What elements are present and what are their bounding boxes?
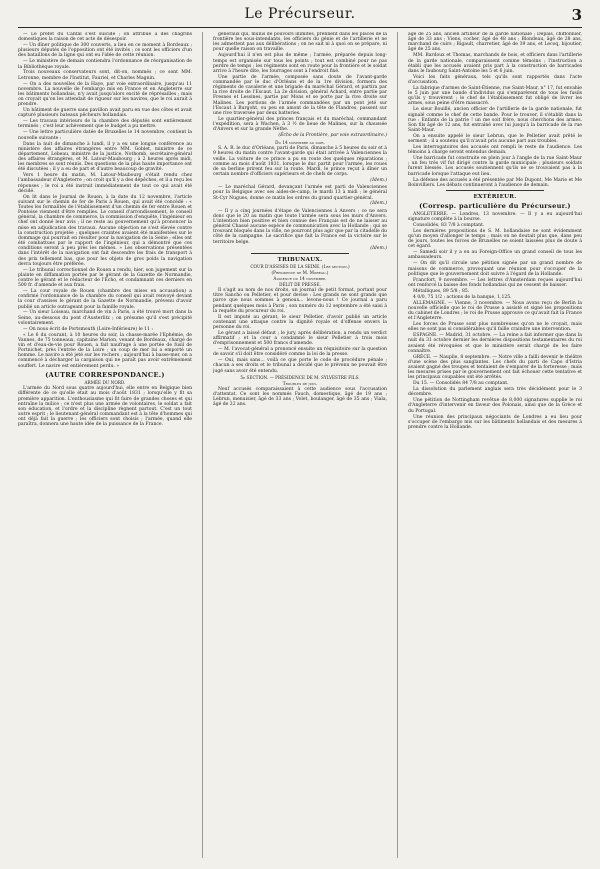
article-paragraph: L'armée du Nord sous quatre aujourd'hui, elle entre en Belgique bien différente de ce qu'elle était au mois d'août 1831 ; lorsqu'elle y fit sa première apparition. L'enthousiasme qui fit faire de grandes choses et qui entraîne la milice ; ce n'est plus une armée de volontaires, le soldat a fait son éducation, et l'ordre et la discipline règnent partout. C'est un tout autre esprit ; le lieutenant-général commandant est à la tête d'hommes qui ont déjà fait la guerre ; les officiers sont choisis ; l'armée, quand elle paraîtra, donnera une haute idée de la puissance de la France.: [18, 386, 192, 428]
article-paragraph: — Il y a cinq journées d'étape de Valenciennes à Anvers ; ce ne sera donc que le 20 au matin que toute l'armée sera sous les murs d'Anvers. L'intention bien positive et bien connue des Français est de ne laisser au général Chassé aucune espèce de communication avec la Hollande ; qui se trouvant bloqués dans la ville, ne pourront plus agir que par la citadelle du côté de la campagne. Le sacrifice que fait la France est la victoire sur le territoire belge.: [213, 208, 387, 245]
article-paragraph: Le gérant a laissé défaut ; le jury, après délibération, a rendu un verdict affirmatif ; et la cour a condamné le sieur Pelletier à trois mois d'emprisonnement et 500 francs d'amende.: [213, 330, 387, 347]
article-paragraph: Une réunion des principaux négociants de Londres a eu lieu pour s'occuper de l'embargo mis sur les bâtiments hollandais et des mesures à prendre contre la Hollande.: [408, 414, 582, 430]
column-2: [213, 32, 387, 858]
source-attribution: (Idem.): [370, 201, 387, 207]
article-paragraph: Les forces de Prusse sont plus nombreuses qu'on ne le croyait, mais elles ne sont pas si considérables qu'il faille craindre une intervention.: [408, 322, 582, 333]
article-paragraph: Les dernières propositions de S. M. hollandaise ne sont évidemment qu'un moyen d'allonger le temps ; mais on ne doutait plus que, dans peu de jours, toutes les forces de Bruxelles ne soient laissées plus de doute à cet égard.: [408, 228, 582, 250]
header-rule: [18, 27, 582, 28]
section-subheading: DÉLIT DE PRESSE.: [279, 282, 321, 288]
article-paragraph: Une pétition de Nottingham revêtue de 8,000 signatures supplie le roi d'Angleterre d'intervenir en faveur des Polonais, ainsi que de la Grèce et du Portugal.: [408, 398, 582, 414]
article-paragraph: ANGLETERRE. — Londres, 13 novembre. — Il y a eu aujourd'hui signature complète à la bourse.: [408, 211, 582, 222]
article-paragraph: — Oui, mais sans... voilà ce que porte le code de procédure pénale ; chacun a ses droits et le tribunal a décidé que le prévenu ne pouvait être jugé sans avoir été entendu.: [213, 358, 387, 374]
article-paragraph: âgé de 25 ans, ancien artilleur de la garde nationale ; Depais, chiffonnier, âgé de 33 ans ; Viens, cocher, âgé de 48 ans ; Blondeau, âgé de 28 ans, marchand de cuirs ; Bigault, charretier, âgé de 39 ans, et Lecoq, bijoutier, âgé de 25 ans.: [408, 32, 582, 53]
article-paragraph: — M. l'avocat-général a prononcé ensuite un réquisitoire sur la question de savoir s'il doit être considéré comme la loi de la presse.: [213, 347, 387, 358]
column-1: [18, 32, 192, 858]
section-subheading: COUR D'ASSISES DE LA SEINE. (1re section.): [250, 264, 350, 270]
article-paragraph: Il s'agit au nom de nos droits, un journal de petit format, portant pour titre Sancho ou Pelletier, et pour devise : Les grands ne sont grands que parce que nous sommes à genoux... levons-nous ! Ce journal a paru pendant quelques mois à Paris ; son numéro du 12 septembre a été saisi à la requête du procureur du roi.: [213, 288, 387, 314]
article-paragraph: — La cour royale de Rouen (chambre des mises en accusation) a confirmé l'ordonnance de la chambre du conseil qui avait renvoyé devant la cour d'assises le gérant de la Gazette de Normandie, prévenu d'avoir publié un article outrageant pour la famille royale.: [18, 289, 192, 310]
column-3: [408, 32, 582, 858]
section-heading: (Corresp. particulière du Précurseur.): [419, 202, 571, 211]
article-paragraph: Aujourd'hui il n'en est plus de même ; l'armée, préparée depuis long-temps est organisée sur tous les points ; tout est combiné pour ne pas perdre de temps ; les régiments sont en route pour la frontière et le soldat arrive à l'heure dite, les fourrages sont à l'endroit fixé.: [213, 53, 387, 74]
article-paragraph: généraux qui, munis de pouvoirs illimités, prennent dans les places de la frontière les sous-intendants, les officiers du génie et de l'artillerie et ne les admettent pas aux délibérations ; on ne sait ni à quoi on se prépare, ni pour quelle raison on travaille.: [213, 32, 387, 53]
article-paragraph: Vers 1 heure du matin, M. Latour-Maubourg s'était rendu chez l'ambassadeur d'Angleterre ; on croit qu'il y a des dépêches, et il a reçu les réponses ; le roi a été instruit immédiatement de tout ce qui avait été décidé.: [18, 173, 192, 194]
article-paragraph: 4 0/0, 75 1/2 ; actions de la banque, 1,125.: [413, 294, 512, 300]
article-paragraph: Métalliques, 89 5/8 ; 85.: [413, 288, 470, 294]
article-paragraph: — Le préfet du Cantal s'est suicidé ; on attribue à des chagrins domestiques la raison de cet acte de désespoir.: [18, 32, 192, 43]
article-paragraph: Le quartier-général des princes français et du maréchal, commandant l'expédition, sera à Wachen, à 3 ½ de lieue de Malines, sur la chaussée d'Anvers et sur la grande Nèthe.: [213, 116, 387, 133]
article-paragraph: — Le ministère de demain contiendra l'ordonnance de réorganisation de la Bibliothèque royale.: [18, 59, 192, 70]
article-paragraph: — Un dîner politique de 300 couverts, a lieu en ce moment à Bordeaux ; plusieurs députés de l'opposition ont été invités ; ce sont les officiers d'un des bataillons de la ligne qui ont eu l'idée de cette réunion.: [18, 43, 192, 59]
section-subheading: 5e SECTION. — PRÉSIDENCE DE M. SYLVESTRE FILS.: [240, 374, 360, 380]
article-paragraph: — Le maréchal Gérard, devançant l'armée est parti de Valenciennes pour la Belgique avec ses aides-de-camp, le mardi 13 à midi ; le général St-Cyr Nugues, donne ce matin les ordres du grand quartier-général.: [213, 185, 387, 201]
article-paragraph: — On nous écrit de Portsmouth (Loire-Inférieure) le 11 :: [23, 326, 153, 332]
article-paragraph: — On dit qu'il circule une pétition signée par un grand nombre de maisons de commerce, provoquant une réunion pour s'occuper de la politique que le gouvernement doit suivre à l'égard de la Hollande.: [408, 261, 582, 277]
article-paragraph: ESPAGNE. — Madrid, 31 octobre. — La reine a fait informer que dans la nuit du 31 octobre dernier les dernières dispositions testamentaires du roi avaient été révoquées et que le ministère serait chargé de les faire connaître.: [408, 333, 582, 354]
section-rule: [446, 190, 544, 191]
section-subheading: Audience du 14 novembre.: [273, 276, 327, 282]
article-paragraph: Un bâtiment de guerre sans pavillon avait paru en vue des côtes et avait capturé plusieurs bateaux pêcheurs hollandais.: [18, 108, 192, 119]
column-separator: [202, 32, 203, 858]
source-attribution: (Idem.): [370, 245, 387, 251]
article-paragraph: — Le tribunal correctionnel de Rouen a rendu, hier, son jugement sur la plainte en diffamation portée par le gérant de la Gazette de Normandie, contre le gérant et le rédacteur de l'Écho, et condamnant ces derniers en 500 fr. d'amende et aux frais.: [18, 267, 192, 289]
dateline: Du 14 novembre au soir.: [275, 140, 325, 146]
article-paragraph: Trois nouveaux conservateurs sont, dit-on, nommés ; ce sont MM. Letronne, membre de l'Institut, Fauriel, et Charles Magnin.: [18, 70, 192, 81]
article-paragraph: Neuf accusés comparaissaient à cette audience sous l'accusation d'attentat. Ce sont les nommés Fauch, domestique, âgé de 19 ans ; Lebrun, menuisier, âgé de 33 ans ; Volet, boulanger, âgé de 35 ans ; Viala, âgé de 22 ans.: [213, 386, 387, 408]
article-paragraph: La dissolution du parlement anglais sera très décidément pour le 3 décembre.: [408, 387, 582, 398]
article-paragraph: — Les travaux intérieurs de la chambre des députés sont entièrement terminés ; c'est leur achèvement que le budget a pu mettre.: [18, 119, 192, 130]
article-paragraph: Le sieur Bouillé, ancien officier de l'artillerie de la garde nationale, fut signalé comme le chef de cette bande. Pour le trouver, il s'établit dans la rue : Enfants de la patrie ! un me soit frère, nous cherchons des armes. Son fils âgé de 12 ans, fut entraîné avec lui jusqu'à la barricade de la rue Saint-Maur.: [408, 107, 582, 133]
article-paragraph: — Un sieur Loiseau, marchand de vin à Paris, a été trouvé mort dans la Seine, au-dessous du pont d'Austerlitz ; on présume qu'il s'est précipité volontairement.: [18, 310, 192, 326]
section-heading: TRIBUNAUX.: [277, 256, 323, 263]
section-heading: EXTÉRIEUR.: [473, 193, 517, 200]
newspaper-title: Le Précurseur.: [244, 6, 356, 22]
article-paragraph: Dans la nuit de dimanche à lundi, il y a eu une longue conférence au ministère des affaires étrangères entre MM. Goblet, ministre de ce département, Lebeau, ministre de la justice, Nothomb, secrétaire-général des affaires étrangères, et M. Latour-Maubourg ; à 2 heures après midi, les membres se sont réunis. Des questions de la plus haute importance ont été discutées ; il y a eu de part et d'autre beaucoup de gravité.: [18, 141, 192, 173]
article-paragraph: Une barricade fut construite en plein jour à l'angle de la rue Saint-Maur ; un feu très vif fut dirigé contre la garde municipale ; plusieurs soldats furent blessés. Les accusés soutiennent qu'ils ne se trouvaient pas à la barricade lorsque l'attaque eut lieu.: [408, 156, 582, 177]
article-paragraph: — Une lettre particulière datée de Bruxelles le 14 novembre, contient la nouvelle suivante :: [18, 130, 192, 141]
article-paragraph: Du 15. — Consolidés 84 7/8 au comptant.: [413, 381, 509, 387]
article-paragraph: Une partie de l'armée, composée sans doute de l'avant-garde commandée par le duc d'Orléans et de la 1re division, formera des régiments de cavalerie et une brigade du maréchal Gérard, et partira par la rive droite de l'Escaut. La 2e division, général Achard, entre partie par Fresnes et Lessines, partie par Mons et se porte par la rive droite sur Malines. Les portions de l'armée commandées par un pont jeté sur l'Escaut à Burgoht, ou peu en amont de la tête de Flandres, passent sur une rive traversée par deux batteries.: [213, 74, 387, 116]
page-number: 3: [571, 6, 582, 24]
section-heading: (AUTRE CORRESPONDANCE.): [45, 370, 165, 379]
section-subheading: Troubles de juin.: [282, 380, 318, 386]
article-paragraph: — Samedi soir il y a eu au Foreign-Office un grand conseil de tous les ambassadeurs.: [408, 250, 582, 261]
article-paragraph: On a ensuite appelé le sieur Lebrun, que le Pelletier avait prêté le serment ; il a soutenu qu'il n'avait pris aucune part aux troubles.: [408, 133, 582, 145]
section-subheading: (Présidence de M. Moreau.): [271, 270, 329, 276]
article-paragraph: — On a des nouvelles de la Haye, par voie extraordinaire, jusqu'au 11 novembre. La nouvelle de l'embargo mis en France et en Angleterre sur les bâtiments hollandais, n'y avait jusqu'alors excité de réprésailles ; mais on croyait qu'on les attendait de rigueur sur les navires, que le roi aurait à prendre.: [18, 81, 192, 108]
article-paragraph: On lit dans le Journal de Rouen, à la date du 12 novembre, l'article suivant sur le chemin de fer de Paris à Rouen, qui avait été concédé : « Toutes les formalités de l'établissement d'un chemin de fer entre Rouen et Pontoise viennent d'être remplies. Le conseil d'arrondissement, le conseil général, la chambre de commerce, la commission d'enquête, l'ingénieur en chef ont donné leur avis ; il ne reste au gouvernement qu'à prononcer la mise en adjudication des travaux. Aucune objection ne s'est élevée contre la construction projetée ; quelques craintes avaient été manifestées sur le dommage qui pourrait en résulter pour la navigation de la Seine ; elles ont été combattues par le rapport de l'ingénieur, qui a démontré que ces conditions seront à peu près les mêmes. » Les observations présentées dans l'intérêt de la navigation ont fait descendre les frais de transport à des prix tellement bas, que pour les objets de gros poids la navigation devra toujours être préférée.: [18, 194, 192, 267]
article-paragraph: La défense des accusés a été présentée par Me Dupont, Me Marie et Me Boinvilliers. Les débats continueront à l'audience de demain.: [408, 177, 582, 188]
source-attribution: (Idem.): [370, 178, 387, 184]
article-paragraph: « Le 6 du courant, à 10 heures du soir, la chasse-marée l'Ephémie, de Vannes, de 75 tonneaux, capitaine Marion, venant de Bordeaux, chargé de vin et d'eau-de-vie pour Rouen, a fait naufrage à une portée de fusil de Portnichet, près l'entrée de la Loire ; un coup de mer lui a emporté un homme. Le navire a été jeté sur les rochers ; aujourd'hui à basse-mer, on a commencé à décharger la cargaison qui ne paraît pas avoir extrêmement souffert. Le navire est entièrement perdu. »: [18, 332, 192, 369]
section-rule: [251, 253, 349, 254]
source-attribution: (Écho de la Frontière, par voie extraordinaire.): [278, 133, 387, 139]
article-paragraph: Consolidés, 83 7/8 à comptant.: [413, 222, 485, 228]
article-paragraph: S. A. R. le duc d'Orléans, parti de Paris, dimanche à 5 heures du soir et à 9 heures du matin contre l'avant-garde qui était arrivée à Valenciennes la veille. La voiture de ce prince a pu en route des quelques réparations ; comme au mois d'août 1831, lorsque le duc partit pour l'armée, les roues de sa berline prirent feu sur la route. Mardi, le prince reçut à dîner un certain nombre d'officiers supérieurs et de chefs de corps.: [213, 146, 387, 178]
section-subheading: ARMÉE DU NORD.: [84, 380, 126, 386]
article-paragraph: Les interrogatoires des accusés ont rempli le reste de l'audience. Les témoins à charge seront entendus demain.: [408, 145, 582, 156]
article-paragraph: Voici les faits généraux, tels qu'ils sont rapportés dans l'acte d'accusation.: [408, 74, 582, 85]
page-header: [18, 6, 582, 28]
article-paragraph: La fabrique d'armes de Saint-Étienne, rue Saint-Maur, n° 17, fut envahie le 5 juin par une bande d'individus qui s'emparèrent de tous les fusils qu'ils y trouvèrent ; le chef de l'établissement fut obligé de livrer les armes, sous peine d'être massacré.: [408, 85, 582, 107]
column-separator: [397, 32, 398, 858]
article-paragraph: ALLEMAGNE. — Vienne, 3 novembre. — Nous avons reçu de Berlin la nouvelle officielle que le roi de Prusse a assisté et signé les propositions du cabinet de Londres ; le roi de Prusse approuve ce qu'avait fait la France et l'Angleterre.: [408, 300, 582, 322]
article-paragraph: Francfort, 9 novembre. — Les lettres d'Amsterdam reçues aujourd'hui ont renforcé la baisse des fonds hollandais qui ne cessent de baisser.: [408, 277, 582, 288]
article-paragraph: MM. Bardoux et Thomas, marchands de bois, et officiers dans l'artillerie de la garde nationale, comparaissent comme témoins ; l'instruction a établi que les accusés avaient pris part à la construction de barricades dans le faubourg Saint-Antoine les 5 et 6 juin.: [408, 53, 582, 74]
article-paragraph: GRÈCE. — Nauplie, 8 septembre. — Notre ville a failli devenir le théâtre d'une scène des plus sanglantes. Les chefs du parti de Capo d'Istria avaient gagné des troupes et tentaient de s'emparer de la forteresse ; mais les mesures prises par le gouvernement ont fait échouer cette tentative et les principaux coupables ont été arrêtés.: [408, 354, 582, 381]
article-paragraph: Il est imputé au gérant, le sieur Pelletier, d'avoir publié un article contenant une attaque contre la dignité royale et d'offense envers la personne du roi.: [213, 314, 387, 330]
